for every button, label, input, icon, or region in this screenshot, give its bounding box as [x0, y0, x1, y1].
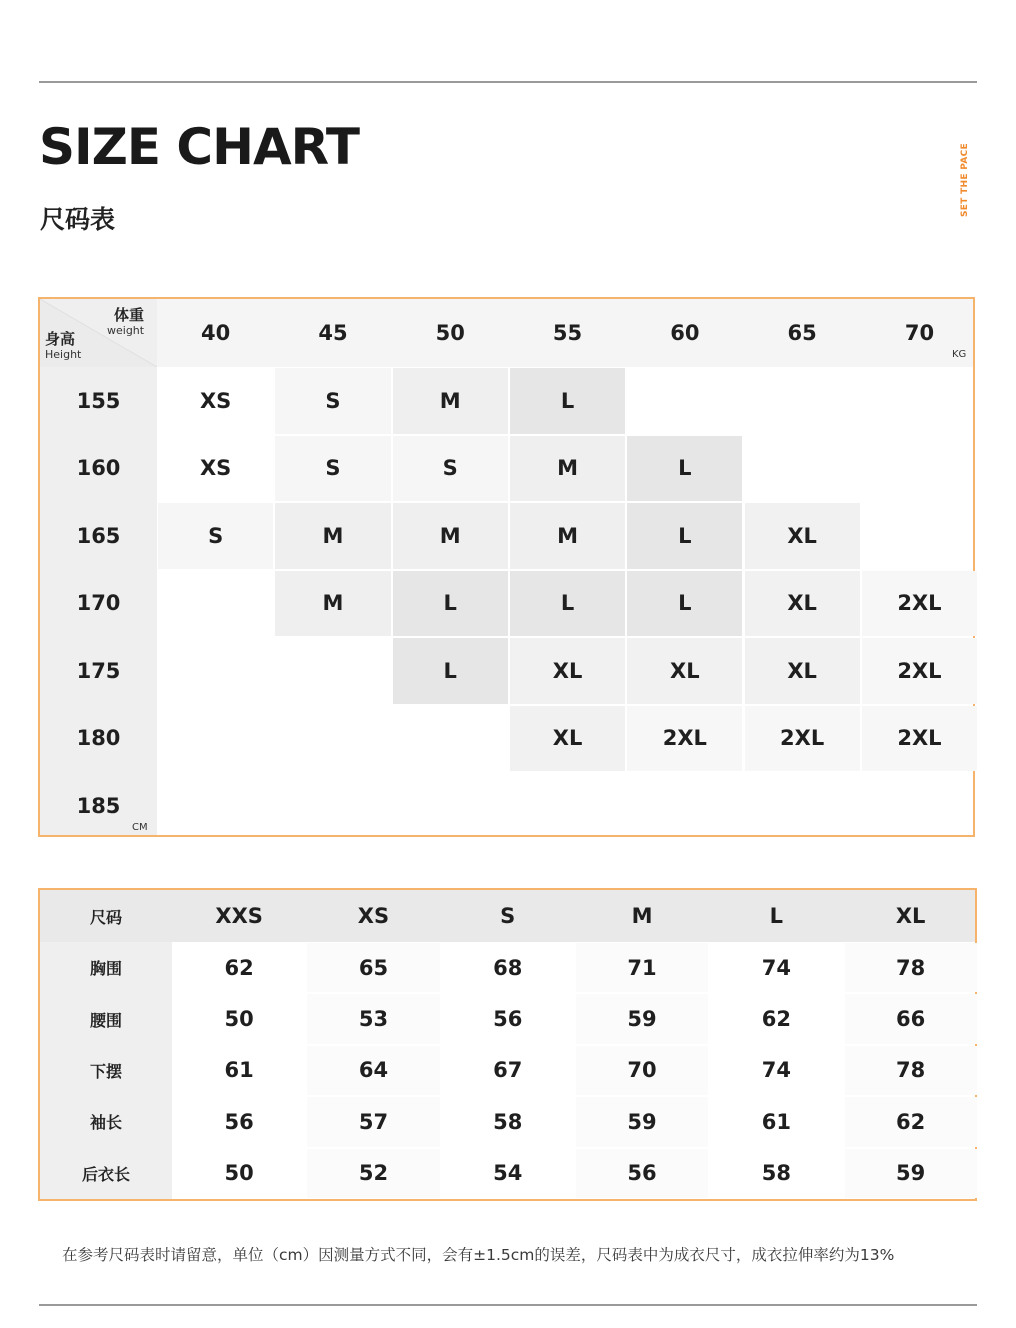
size-cell: S	[158, 503, 273, 569]
matrix-corner	[40, 299, 157, 367]
weight-unit: KG	[952, 349, 967, 360]
size-cell: L	[393, 638, 508, 704]
size-cell: M	[275, 571, 390, 637]
weight-header-60: 60	[670, 321, 700, 345]
weight-header-55: 55	[552, 321, 583, 345]
measurement-value: 53	[307, 994, 439, 1043]
measurement-value: 59	[845, 1149, 977, 1198]
height-header-165: 165	[76, 523, 121, 548]
size-cell: 2XL	[862, 638, 977, 704]
size-cell: 2XL	[627, 706, 742, 772]
size-cell: 2XL	[862, 571, 977, 637]
size-cell: XL	[627, 638, 742, 704]
measurement-value: 58	[442, 1097, 574, 1146]
height-header-160: 160	[76, 456, 121, 481]
measurement-value: 59	[576, 994, 708, 1043]
height-label-cn: 身高	[45, 330, 76, 348]
size-cell: XL	[745, 571, 860, 637]
size-cell: M	[510, 436, 625, 502]
height-header-155: 155	[76, 388, 121, 413]
measurement-value: 78	[845, 1046, 977, 1095]
height-weight-matrix	[38, 297, 975, 837]
measurement-value: 78	[845, 943, 977, 992]
measurement-value: 56	[576, 1149, 708, 1198]
measurement-value: 68	[442, 943, 574, 992]
size-cell: L	[627, 503, 742, 569]
height-header-180: 180	[76, 726, 121, 751]
size-cell: L	[627, 436, 742, 502]
weight-label-cn: 体重	[114, 306, 145, 324]
size-header-xxs: XXS	[215, 904, 263, 928]
size-cell: XL	[745, 503, 860, 569]
measurement-value: 74	[710, 1046, 842, 1095]
measurement-value: 50	[173, 994, 305, 1043]
height-unit: CM	[132, 822, 148, 833]
measurement-value: 56	[442, 994, 574, 1043]
measurement-value: 66	[845, 994, 977, 1043]
size-cell: 2XL	[745, 706, 860, 772]
measurement-row-label: 腰围	[89, 1010, 122, 1030]
measurement-value: 58	[710, 1149, 842, 1198]
size-cell: L	[510, 368, 625, 434]
measurement-value: 57	[307, 1097, 439, 1146]
weight-header-70: 70	[904, 321, 935, 345]
size-cell: XS	[158, 368, 273, 434]
footnote: 在参考尺码表时请留意，单位（cm）因测量方式不同，会有±1.5cm的误差，尺码表中为成衣尺寸，成衣拉伸率约为13%	[62, 1246, 895, 1264]
size-header-label: 尺码	[89, 907, 122, 927]
weight-header-40: 40	[201, 321, 231, 345]
size-cell: XL	[510, 638, 625, 704]
bottom-divider	[39, 1304, 977, 1306]
size-cell: L	[393, 571, 508, 637]
measurement-value: 59	[576, 1097, 708, 1146]
weight-header-65: 65	[787, 321, 817, 345]
measurement-value: 50	[173, 1149, 305, 1198]
size-cell: 2XL	[862, 706, 977, 772]
size-cell: M	[393, 503, 508, 569]
size-cell: XL	[745, 638, 860, 704]
measurement-row-label: 胸围	[89, 959, 122, 979]
size-cell: XS	[158, 436, 273, 502]
measurement-value: 61	[173, 1046, 305, 1095]
measurement-value: 54	[442, 1149, 574, 1198]
measurement-value: 62	[845, 1097, 977, 1146]
measurement-value: 61	[710, 1097, 842, 1146]
size-cell: XL	[510, 706, 625, 772]
size-cell: M	[510, 503, 625, 569]
measurement-row-label: 后衣长	[81, 1164, 130, 1184]
measurement-value: 62	[710, 994, 842, 1043]
weight-header-45: 45	[318, 321, 348, 345]
measurement-table	[38, 888, 977, 1201]
size-header-s: S	[500, 904, 516, 928]
height-header-185: 185	[76, 793, 121, 818]
weight-header-50: 50	[435, 321, 465, 345]
measurement-row-label: 袖长	[89, 1113, 122, 1133]
measurement-value: 71	[576, 943, 708, 992]
measurement-value: 70	[576, 1046, 708, 1095]
page-title: SIZE CHART	[39, 118, 360, 176]
size-header-xs: XS	[357, 904, 390, 928]
measurement-value: 52	[307, 1149, 439, 1198]
size-cell: S	[275, 436, 390, 502]
height-header-175: 175	[76, 658, 121, 683]
size-cell: M	[393, 368, 508, 434]
size-cell: S	[393, 436, 508, 502]
measurement-value: 65	[307, 943, 439, 992]
weight-label-en: weight	[107, 324, 145, 337]
size-header-l: L	[769, 904, 784, 928]
height-label-en: Height	[45, 348, 82, 361]
measurement-value: 64	[307, 1046, 439, 1095]
size-cell: S	[275, 368, 390, 434]
measurement-value: 74	[710, 943, 842, 992]
height-header-170: 170	[76, 591, 121, 616]
measurement-value: 56	[173, 1097, 305, 1146]
brand-tagline: SET THE PACE	[960, 143, 970, 217]
size-cell: L	[627, 571, 742, 637]
measurement-value: 67	[442, 1046, 574, 1095]
page-subtitle: 尺码表	[40, 205, 116, 234]
size-header-xl: XL	[895, 904, 926, 928]
top-divider	[39, 81, 977, 83]
size-header-m: M	[631, 904, 653, 928]
size-cell: M	[275, 503, 390, 569]
measurement-row-label: 下摆	[89, 1061, 122, 1081]
measurement-value: 62	[173, 943, 305, 992]
size-cell: L	[510, 571, 625, 637]
